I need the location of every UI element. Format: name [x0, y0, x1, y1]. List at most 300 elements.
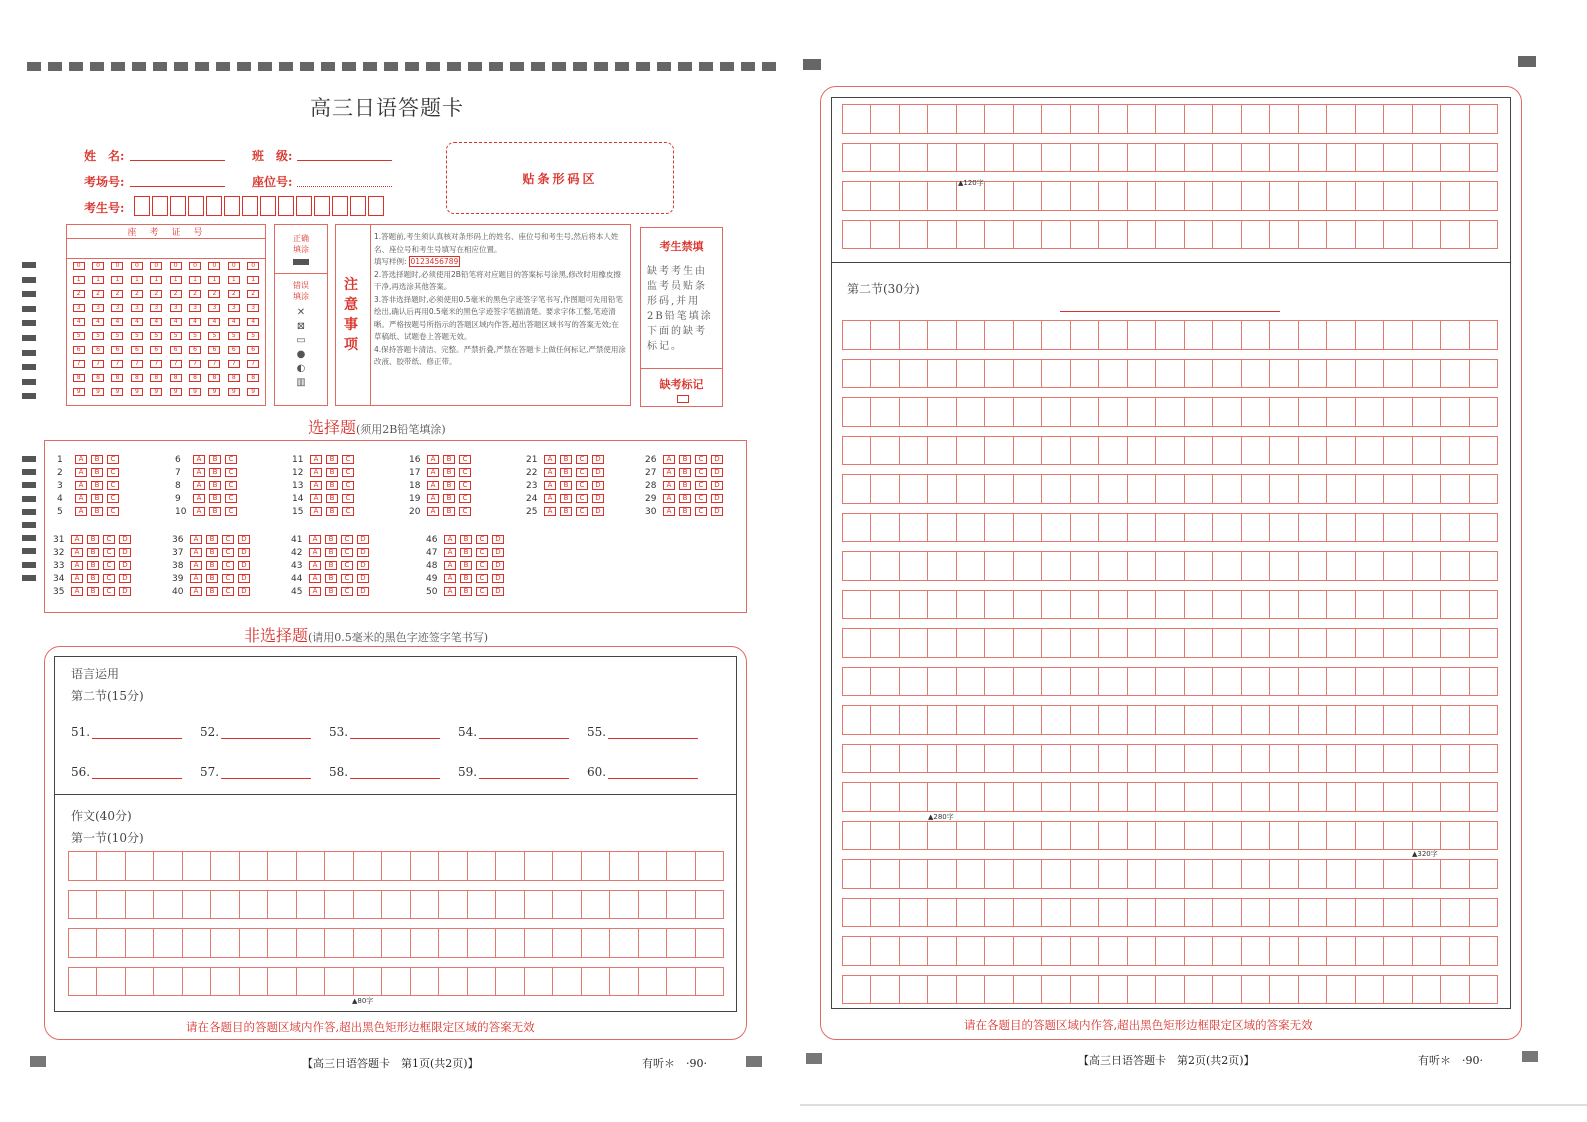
option-bubble-b[interactable]: B — [206, 535, 218, 544]
option-bubble-c[interactable]: C — [222, 535, 234, 544]
grid-cell[interactable] — [843, 860, 871, 889]
grid-cell[interactable] — [1185, 783, 1213, 812]
grid-cell[interactable] — [439, 929, 467, 958]
option-bubble-b[interactable]: B — [91, 507, 103, 516]
grid-cell[interactable] — [1099, 706, 1127, 735]
grid-cell[interactable] — [1185, 976, 1213, 1005]
grid-cell[interactable] — [843, 475, 871, 504]
option-bubble-c[interactable]: C — [107, 481, 119, 490]
grid-cell[interactable] — [1156, 899, 1184, 928]
grid-cell[interactable] — [843, 437, 871, 466]
grid-cell[interactable] — [1270, 437, 1298, 466]
grid-cell[interactable] — [1299, 105, 1327, 134]
grid-cell[interactable] — [1356, 591, 1384, 620]
option-bubble-b[interactable]: B — [560, 507, 572, 516]
grid-cell[interactable] — [957, 899, 985, 928]
grid-cell[interactable] — [1356, 745, 1384, 774]
option-bubble-c[interactable]: C — [225, 468, 237, 477]
option-bubble-c[interactable]: C — [222, 574, 234, 583]
option-bubble-c[interactable]: C — [103, 574, 115, 583]
grid-cell[interactable] — [610, 891, 638, 920]
grid-cell[interactable] — [1185, 552, 1213, 581]
option-bubble-a[interactable]: A — [310, 494, 322, 503]
grid-cell[interactable] — [1042, 398, 1070, 427]
grid-cell[interactable] — [582, 929, 610, 958]
grid-cell[interactable] — [610, 968, 638, 997]
option-bubble-b[interactable]: B — [91, 494, 103, 503]
grid-cell[interactable] — [1128, 105, 1156, 134]
option-bubble-a[interactable]: A — [444, 548, 456, 557]
grid-cell[interactable] — [1042, 976, 1070, 1005]
option-bubble-d[interactable]: D — [592, 507, 604, 516]
grid-cell[interactable] — [1413, 398, 1441, 427]
grid-cell[interactable] — [1042, 475, 1070, 504]
grid-cell[interactable] — [1299, 398, 1327, 427]
grid-cell[interactable] — [871, 144, 899, 173]
option-bubble-d[interactable]: D — [711, 494, 723, 503]
grid-cell[interactable] — [1356, 105, 1384, 134]
grid-cell[interactable] — [985, 629, 1013, 658]
grid-cell[interactable] — [1071, 321, 1099, 350]
grid-cell[interactable] — [325, 968, 353, 997]
option-bubble-a[interactable]: A — [190, 548, 202, 557]
grid-cell[interactable] — [985, 514, 1013, 543]
grid-cell[interactable] — [1299, 437, 1327, 466]
grid-cell[interactable] — [1128, 668, 1156, 697]
blank-line[interactable] — [350, 767, 440, 779]
grid-cell[interactable] — [1042, 105, 1070, 134]
option-bubble-a[interactable]: A — [75, 481, 87, 490]
digit-bubble[interactable]: 4 — [131, 318, 143, 326]
grid-cell[interactable] — [1356, 937, 1384, 966]
option-bubble-c[interactable]: C — [225, 494, 237, 503]
essay-grid-page2-main[interactable] — [842, 320, 1498, 1013]
digit-bubble[interactable]: 9 — [131, 388, 143, 396]
grid-cell[interactable] — [1356, 437, 1384, 466]
option-bubble-c[interactable]: C — [341, 574, 353, 583]
grid-cell[interactable] — [900, 514, 928, 543]
grid-cell[interactable] — [154, 891, 182, 920]
essay-grid-page1[interactable] — [68, 851, 724, 1005]
option-bubble-a[interactable]: A — [663, 468, 675, 477]
grid-cell[interactable] — [843, 321, 871, 350]
grid-cell[interactable] — [1470, 144, 1498, 173]
grid-cell[interactable] — [1128, 398, 1156, 427]
grid-cell[interactable] — [1413, 321, 1441, 350]
digit-bubble[interactable]: 0 — [189, 262, 201, 270]
grid-cell[interactable] — [154, 968, 182, 997]
grid-cell[interactable] — [900, 783, 928, 812]
option-bubble-c[interactable]: C — [341, 561, 353, 570]
option-bubble-c[interactable]: C — [341, 535, 353, 544]
grid-cell[interactable] — [1356, 976, 1384, 1005]
option-bubble-d[interactable]: D — [119, 535, 131, 544]
grid-cell[interactable] — [382, 929, 410, 958]
grid-cell[interactable] — [900, 591, 928, 620]
option-bubble-a[interactable]: A — [663, 494, 675, 503]
grid-cell[interactable] — [1071, 899, 1099, 928]
option-bubble-a[interactable]: A — [427, 494, 439, 503]
grid-cell[interactable] — [468, 891, 496, 920]
exam-no-box[interactable] — [224, 196, 240, 216]
grid-cell[interactable] — [1299, 976, 1327, 1005]
grid-cell[interactable] — [610, 929, 638, 958]
grid-cell[interactable] — [1356, 706, 1384, 735]
grid-cell[interactable] — [1299, 783, 1327, 812]
digit-bubble[interactable]: 4 — [170, 318, 182, 326]
digit-bubble[interactable]: 0 — [247, 262, 259, 270]
option-bubble-c[interactable]: C — [576, 481, 588, 490]
grid-cell[interactable] — [1213, 629, 1241, 658]
option-bubble-a[interactable]: A — [193, 494, 205, 503]
blank-line[interactable] — [350, 727, 440, 739]
grid-cell[interactable] — [1042, 899, 1070, 928]
option-bubble-d[interactable]: D — [711, 481, 723, 490]
grid-cell[interactable] — [1071, 360, 1099, 389]
grid-cell[interactable] — [1299, 629, 1327, 658]
grid-cell[interactable] — [985, 783, 1013, 812]
grid-cell[interactable] — [1327, 475, 1355, 504]
grid-cell[interactable] — [1384, 822, 1412, 851]
grid-cell[interactable] — [1156, 745, 1184, 774]
grid-cell[interactable] — [1470, 822, 1498, 851]
grid-cell[interactable] — [1185, 360, 1213, 389]
grid-cell[interactable] — [69, 852, 97, 881]
option-bubble-d[interactable]: D — [357, 548, 369, 557]
grid-cell[interactable] — [1470, 860, 1498, 889]
grid-cell[interactable] — [957, 360, 985, 389]
grid-cell[interactable] — [1327, 783, 1355, 812]
grid-cell[interactable] — [1042, 591, 1070, 620]
grid-cell[interactable] — [871, 105, 899, 134]
option-bubble-b[interactable]: B — [560, 455, 572, 464]
grid-cell[interactable] — [957, 706, 985, 735]
digit-bubble[interactable]: 6 — [73, 346, 85, 354]
grid-cell[interactable] — [1356, 783, 1384, 812]
option-bubble-b[interactable]: B — [679, 494, 691, 503]
grid-cell[interactable] — [1014, 321, 1042, 350]
grid-cell[interactable] — [97, 968, 125, 997]
grid-cell[interactable] — [525, 929, 553, 958]
option-bubble-a[interactable]: A — [71, 548, 83, 557]
grid-cell[interactable] — [1128, 706, 1156, 735]
digit-bubble[interactable]: 5 — [111, 332, 123, 340]
grid-cell[interactable] — [1128, 514, 1156, 543]
option-bubble-d[interactable]: D — [119, 574, 131, 583]
grid-cell[interactable] — [1242, 899, 1270, 928]
grid-cell[interactable] — [1413, 860, 1441, 889]
exam-no-box[interactable] — [152, 196, 168, 216]
option-bubble-b[interactable]: B — [325, 574, 337, 583]
grid-cell[interactable] — [1470, 745, 1498, 774]
digit-bubble[interactable]: 5 — [170, 332, 182, 340]
grid-cell[interactable] — [957, 221, 985, 250]
option-bubble-b[interactable]: B — [679, 455, 691, 464]
grid-cell[interactable] — [97, 929, 125, 958]
grid-cell[interactable] — [183, 852, 211, 881]
grid-cell[interactable] — [1384, 321, 1412, 350]
grid-cell[interactable] — [1071, 514, 1099, 543]
grid-cell[interactable] — [1213, 899, 1241, 928]
grid-cell[interactable] — [325, 929, 353, 958]
option-bubble-a[interactable]: A — [309, 574, 321, 583]
digit-bubble[interactable]: 0 — [170, 262, 182, 270]
grid-cell[interactable] — [1270, 475, 1298, 504]
option-bubble-c[interactable]: C — [107, 494, 119, 503]
grid-cell[interactable] — [639, 852, 667, 881]
grid-cell[interactable] — [1413, 745, 1441, 774]
grid-cell[interactable] — [871, 976, 899, 1005]
exam-no-box[interactable] — [206, 196, 222, 216]
grid-cell[interactable] — [843, 398, 871, 427]
digit-bubble[interactable]: 1 — [208, 276, 220, 284]
grid-cell[interactable] — [696, 968, 724, 997]
digit-bubble[interactable]: 6 — [150, 346, 162, 354]
grid-cell[interactable] — [1128, 360, 1156, 389]
grid-cell[interactable] — [1413, 514, 1441, 543]
digit-bubble[interactable]: 7 — [208, 360, 220, 368]
option-bubble-c[interactable]: C — [103, 587, 115, 596]
grid-cell[interactable] — [1156, 822, 1184, 851]
grid-cell[interactable] — [1242, 437, 1270, 466]
grid-cell[interactable] — [496, 852, 524, 881]
digit-bubble[interactable]: 9 — [92, 388, 104, 396]
grid-cell[interactable] — [1470, 437, 1498, 466]
grid-cell[interactable] — [1299, 706, 1327, 735]
grid-cell[interactable] — [1470, 360, 1498, 389]
digit-bubble[interactable]: 6 — [111, 346, 123, 354]
option-bubble-b[interactable]: B — [326, 468, 338, 477]
grid-cell[interactable] — [496, 891, 524, 920]
exam-no-box[interactable] — [260, 196, 276, 216]
grid-cell[interactable] — [985, 899, 1013, 928]
option-bubble-a[interactable]: A — [427, 468, 439, 477]
grid-cell[interactable] — [1099, 629, 1127, 658]
grid-cell[interactable] — [1156, 860, 1184, 889]
digit-bubble[interactable]: 5 — [150, 332, 162, 340]
digit-bubble[interactable]: 4 — [150, 318, 162, 326]
grid-cell[interactable] — [696, 891, 724, 920]
grid-cell[interactable] — [297, 968, 325, 997]
grid-cell[interactable] — [1327, 591, 1355, 620]
option-bubble-c[interactable]: C — [476, 548, 488, 557]
grid-cell[interactable] — [843, 668, 871, 697]
option-bubble-a[interactable]: A — [444, 574, 456, 583]
grid-cell[interactable] — [1014, 182, 1042, 211]
grid-cell[interactable] — [1356, 221, 1384, 250]
grid-cell[interactable] — [1441, 899, 1469, 928]
option-bubble-c[interactable]: C — [107, 455, 119, 464]
grid-cell[interactable] — [1128, 745, 1156, 774]
grid-cell[interactable] — [1441, 937, 1469, 966]
grid-cell[interactable] — [1213, 937, 1241, 966]
grid-cell[interactable] — [871, 321, 899, 350]
grid-cell[interactable] — [1099, 475, 1127, 504]
grid-cell[interactable] — [1213, 745, 1241, 774]
grid-cell[interactable] — [900, 899, 928, 928]
grid-cell[interactable] — [1270, 899, 1298, 928]
grid-cell[interactable] — [211, 852, 239, 881]
grid-cell[interactable] — [1071, 475, 1099, 504]
grid-cell[interactable] — [1384, 591, 1412, 620]
option-bubble-a[interactable]: A — [310, 481, 322, 490]
grid-cell[interactable] — [211, 891, 239, 920]
grid-cell[interactable] — [1384, 976, 1412, 1005]
option-bubble-a[interactable]: A — [75, 507, 87, 516]
digit-bubble[interactable]: 4 — [208, 318, 220, 326]
exam-no-box[interactable] — [332, 196, 348, 216]
grid-cell[interactable] — [1099, 398, 1127, 427]
grid-cell[interactable] — [1042, 182, 1070, 211]
grid-cell[interactable] — [1356, 822, 1384, 851]
grid-cell[interactable] — [126, 968, 154, 997]
grid-cell[interactable] — [871, 629, 899, 658]
digit-bubble[interactable]: 1 — [150, 276, 162, 284]
option-bubble-b[interactable]: B — [443, 494, 455, 503]
grid-cell[interactable] — [1099, 783, 1127, 812]
grid-cell[interactable] — [1128, 629, 1156, 658]
exam-no-box[interactable] — [296, 196, 312, 216]
option-bubble-a[interactable]: A — [71, 587, 83, 596]
grid-cell[interactable] — [1185, 475, 1213, 504]
grid-cell[interactable] — [957, 668, 985, 697]
grid-cell[interactable] — [985, 321, 1013, 350]
option-bubble-c[interactable]: C — [342, 468, 354, 477]
grid-cell[interactable] — [900, 437, 928, 466]
grid-cell[interactable] — [1156, 706, 1184, 735]
grid-cell[interactable] — [1128, 144, 1156, 173]
grid-cell[interactable] — [1270, 745, 1298, 774]
option-bubble-d[interactable]: D — [238, 548, 250, 557]
digit-bubble[interactable]: 7 — [92, 360, 104, 368]
grid-cell[interactable] — [1156, 668, 1184, 697]
grid-cell[interactable] — [1014, 976, 1042, 1005]
grid-cell[interactable] — [1128, 976, 1156, 1005]
grid-cell[interactable] — [126, 891, 154, 920]
grid-cell[interactable] — [211, 929, 239, 958]
digit-bubble[interactable]: 6 — [228, 346, 240, 354]
grid-cell[interactable] — [1413, 182, 1441, 211]
grid-cell[interactable] — [1213, 144, 1241, 173]
grid-cell[interactable] — [1014, 745, 1042, 774]
grid-cell[interactable] — [1071, 221, 1099, 250]
option-bubble-a[interactable]: A — [310, 455, 322, 464]
option-bubble-b[interactable]: B — [87, 561, 99, 570]
grid-cell[interactable] — [1413, 629, 1441, 658]
option-bubble-a[interactable]: A — [193, 481, 205, 490]
option-bubble-b[interactable]: B — [325, 561, 337, 570]
grid-cell[interactable] — [1356, 899, 1384, 928]
grid-cell[interactable] — [1014, 144, 1042, 173]
grid-cell[interactable] — [957, 783, 985, 812]
grid-cell[interactable] — [843, 221, 871, 250]
grid-cell[interactable] — [1185, 514, 1213, 543]
digit-bubble[interactable]: 1 — [189, 276, 201, 284]
option-bubble-a[interactable]: A — [193, 468, 205, 477]
grid-cell[interactable] — [900, 937, 928, 966]
grid-cell[interactable] — [1185, 437, 1213, 466]
grid-cell[interactable] — [1128, 899, 1156, 928]
digit-bubble[interactable]: 3 — [208, 304, 220, 312]
grid-cell[interactable] — [1270, 668, 1298, 697]
grid-cell[interactable] — [1213, 822, 1241, 851]
option-bubble-b[interactable]: B — [560, 494, 572, 503]
grid-cell[interactable] — [1413, 475, 1441, 504]
grid-cell[interactable] — [1270, 182, 1298, 211]
grid-cell[interactable] — [871, 706, 899, 735]
option-bubble-b[interactable]: B — [460, 548, 472, 557]
name-field[interactable] — [130, 160, 225, 161]
grid-cell[interactable] — [1213, 360, 1241, 389]
option-bubble-a[interactable]: A — [544, 455, 556, 464]
grid-cell[interactable] — [496, 929, 524, 958]
grid-cell[interactable] — [553, 968, 581, 997]
grid-cell[interactable] — [957, 860, 985, 889]
option-bubble-b[interactable]: B — [679, 468, 691, 477]
grid-cell[interactable] — [297, 891, 325, 920]
digit-bubble[interactable]: 1 — [131, 276, 143, 284]
grid-cell[interactable] — [1299, 822, 1327, 851]
grid-cell[interactable] — [1384, 221, 1412, 250]
grid-cell[interactable] — [928, 144, 956, 173]
grid-cell[interactable] — [439, 891, 467, 920]
grid-cell[interactable] — [928, 976, 956, 1005]
grid-cell[interactable] — [553, 929, 581, 958]
grid-cell[interactable] — [928, 221, 956, 250]
digit-bubble[interactable]: 6 — [92, 346, 104, 354]
grid-cell[interactable] — [439, 968, 467, 997]
grid-cell[interactable] — [1042, 745, 1070, 774]
grid-cell[interactable] — [382, 968, 410, 997]
grid-cell[interactable] — [1014, 398, 1042, 427]
grid-cell[interactable] — [1327, 822, 1355, 851]
digit-bubble[interactable]: 6 — [170, 346, 182, 354]
digit-bubble[interactable]: 8 — [73, 374, 85, 382]
room-field[interactable] — [130, 186, 225, 187]
digit-bubble[interactable]: 2 — [150, 290, 162, 298]
digit-bubble[interactable]: 1 — [228, 276, 240, 284]
grid-cell[interactable] — [610, 852, 638, 881]
option-bubble-d[interactable]: D — [492, 548, 504, 557]
grid-cell[interactable] — [1413, 668, 1441, 697]
grid-cell[interactable] — [1384, 182, 1412, 211]
grid-cell[interactable] — [639, 891, 667, 920]
option-bubble-b[interactable]: B — [209, 507, 221, 516]
grid-cell[interactable] — [985, 860, 1013, 889]
grid-cell[interactable] — [1299, 899, 1327, 928]
option-bubble-c[interactable]: C — [459, 481, 471, 490]
grid-cell[interactable] — [1270, 360, 1298, 389]
grid-cell[interactable] — [871, 860, 899, 889]
grid-cell[interactable] — [1185, 668, 1213, 697]
grid-cell[interactable] — [957, 937, 985, 966]
grid-cell[interactable] — [553, 852, 581, 881]
grid-cell[interactable] — [1042, 221, 1070, 250]
grid-cell[interactable] — [1441, 360, 1469, 389]
grid-cell[interactable] — [843, 105, 871, 134]
grid-cell[interactable] — [1356, 321, 1384, 350]
grid-cell[interactable] — [871, 514, 899, 543]
option-bubble-c[interactable]: C — [695, 455, 707, 464]
grid-cell[interactable] — [985, 475, 1013, 504]
blank-line[interactable] — [479, 727, 569, 739]
grid-cell[interactable] — [1156, 552, 1184, 581]
digit-bubble[interactable]: 1 — [170, 276, 182, 284]
option-bubble-b[interactable]: B — [460, 587, 472, 596]
grid-cell[interactable] — [1185, 745, 1213, 774]
grid-cell[interactable] — [928, 668, 956, 697]
grid-cell[interactable] — [667, 968, 695, 997]
